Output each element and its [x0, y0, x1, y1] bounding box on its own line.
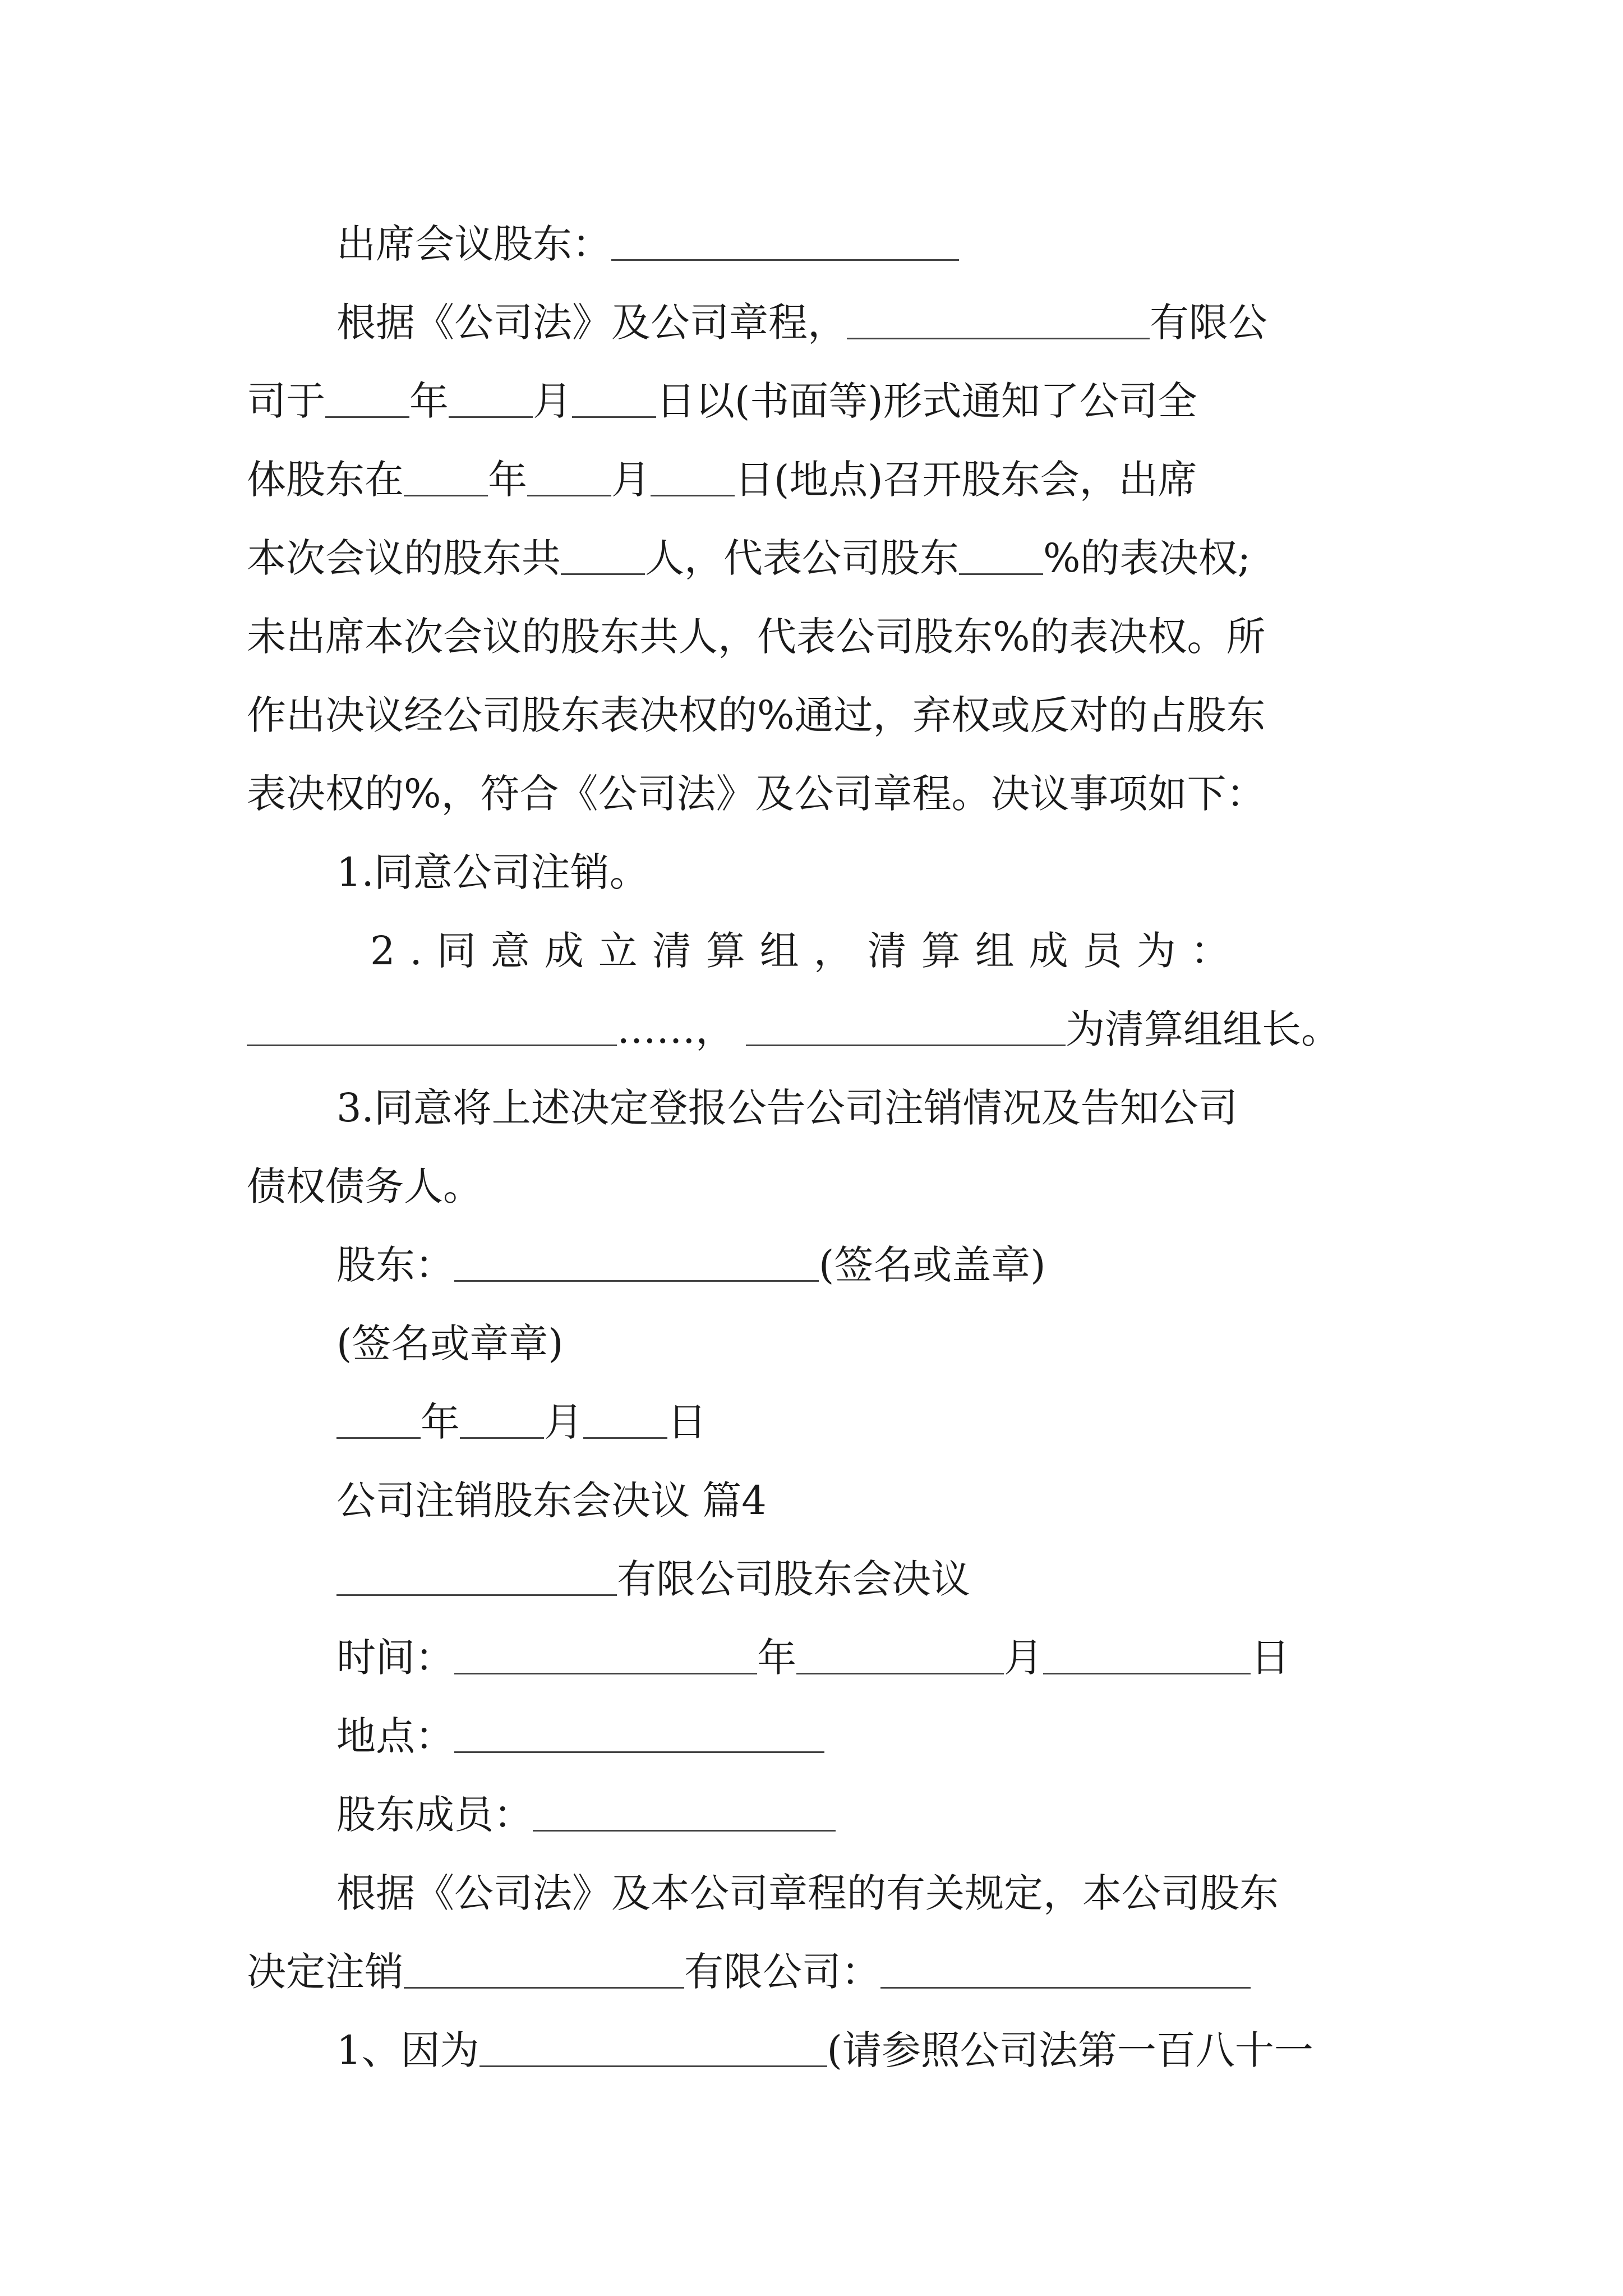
- text: 为清算组组长。: [1066, 1006, 1340, 1052]
- blank-field: [796, 1639, 1004, 1674]
- blank-field: [651, 461, 735, 496]
- blank-field: [404, 1953, 684, 1989]
- text: 年: [409, 378, 449, 424]
- text: 有限公司股东会决议: [617, 1556, 970, 1602]
- text: 月: [533, 378, 572, 424]
- resolution-title: [336, 1540, 1475, 1618]
- text: 日以(书面等)形式通知了公司全: [656, 378, 1197, 424]
- blank-field: [746, 1011, 1066, 1046]
- blank-field: [247, 1011, 617, 1046]
- paragraph-line: [336, 2011, 1475, 2090]
- text: 时间：: [336, 1635, 454, 1681]
- text: %的表决权;: [1043, 535, 1251, 581]
- blank-field: [583, 1404, 667, 1439]
- location-line: [336, 1697, 1475, 1775]
- resolution-item-1: 1.同意公司注销。: [336, 849, 649, 895]
- shareholder-signature-line: [336, 1226, 1475, 1304]
- paragraph-line: [247, 519, 1385, 597]
- text: 人，代表公司股东: [645, 535, 959, 581]
- text: 司于: [247, 378, 325, 424]
- paragraph-line: [247, 440, 1385, 519]
- text: 日(地点)召开股东会，出席: [735, 457, 1197, 503]
- resolution-item-2: 2.同意成立清算组，清算组成员为：: [370, 928, 1244, 974]
- paragraph-line: 未出席本次会议的股东共人，代表公司股东%的表决权。所: [247, 614, 1266, 660]
- blank-field: [572, 383, 656, 418]
- text: 地点：: [336, 1713, 454, 1759]
- text: 有限公司：: [684, 1949, 880, 1995]
- paragraph-line: 债权债务人。: [247, 1163, 482, 1209]
- blank-field: [479, 2032, 827, 2067]
- time-line: [336, 1618, 1475, 1697]
- members-line: [336, 1775, 1475, 1854]
- resolution-item-3: 3.同意将上述决定登报公告公司注销情况及告知公司: [336, 1085, 1238, 1131]
- paragraph-line: [247, 362, 1385, 440]
- blank-field: [847, 304, 1150, 339]
- text: 月: [1004, 1635, 1043, 1681]
- text: 年: [488, 457, 527, 503]
- text: 年: [757, 1635, 796, 1681]
- blank-field: [336, 1404, 421, 1439]
- blank-field: [1043, 1639, 1251, 1674]
- blank-field: [336, 1561, 617, 1596]
- paragraph-line: [247, 1932, 1385, 2011]
- blank-field: [880, 1953, 1251, 1989]
- text: (签名或盖章): [819, 1242, 1046, 1288]
- attending-shareholders-line: [336, 205, 1475, 283]
- text: (请参照公司法第一百八十一: [827, 2027, 1313, 2073]
- signature-note: (签名或章章): [336, 1320, 564, 1366]
- blank-field: [611, 226, 959, 261]
- blank-field: [561, 540, 645, 575]
- paragraph-line: 表决权的%，符合《公司法》及公司章程。决议事项如下：: [247, 771, 1266, 817]
- blank-field: [959, 540, 1043, 575]
- text: 股东：: [336, 1242, 454, 1288]
- text: 根据《公司法》及公司章程，: [336, 300, 847, 346]
- blank-field: [454, 1718, 824, 1753]
- blank-field: [449, 383, 533, 418]
- text: ……，: [617, 1006, 735, 1052]
- paragraph-line: [247, 990, 1385, 1069]
- text: 月: [611, 457, 651, 503]
- date-line: [336, 1383, 1475, 1461]
- paragraph-line: [336, 283, 1475, 362]
- text: 本次会议的股东共: [247, 535, 561, 581]
- text: 股东成员：: [336, 1792, 533, 1838]
- text: 日: [1251, 1635, 1290, 1681]
- paragraph-line: 根据《公司法》及本公司章程的有关规定，本公司股东: [336, 1870, 1279, 1916]
- blank-field: [404, 461, 488, 496]
- text: 体股东在: [247, 457, 404, 503]
- blank-field: [533, 1796, 836, 1832]
- blank-field: [325, 383, 409, 418]
- text: 有限公: [1150, 300, 1267, 346]
- blank-field: [454, 1639, 757, 1674]
- blank-field: [527, 461, 611, 496]
- text: 1、因为: [336, 2027, 479, 2073]
- blank-field: [460, 1404, 544, 1439]
- text: 年: [421, 1399, 460, 1445]
- section-heading: 公司注销股东会决议 篇4: [336, 1478, 767, 1524]
- text: 月: [544, 1399, 583, 1445]
- paragraph-line: 作出决议经公司股东表决权的%通过，弃权或反对的占股东: [247, 692, 1266, 738]
- blank-field: [454, 1246, 819, 1282]
- text: 出席会议股东：: [336, 221, 611, 267]
- text: 决定注销: [247, 1949, 404, 1995]
- text: 日: [667, 1399, 707, 1445]
